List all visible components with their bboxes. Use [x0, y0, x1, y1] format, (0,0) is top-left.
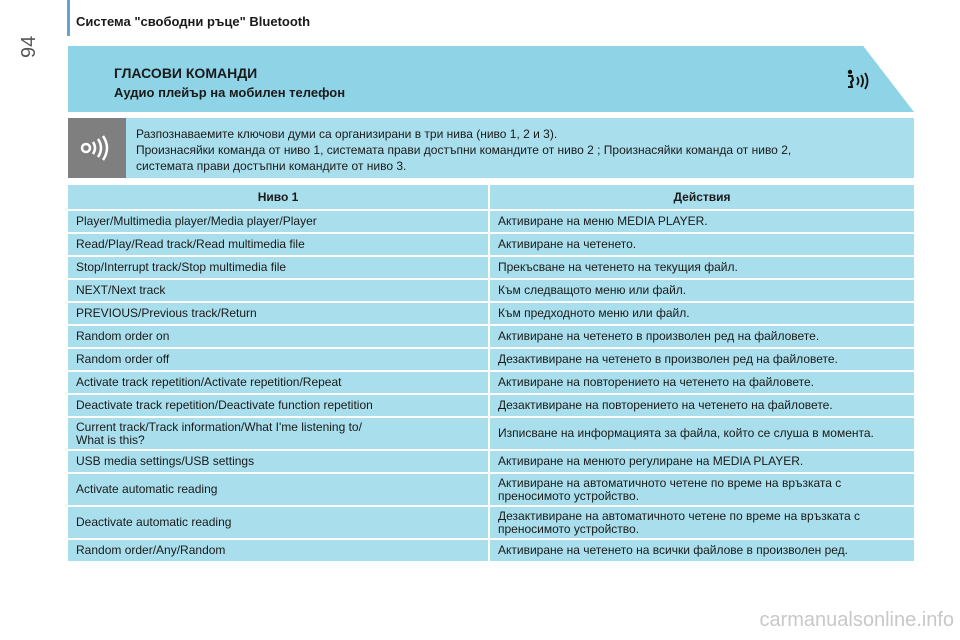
table-row: [68, 474, 914, 505]
level-command-cell: Random order off: [68, 349, 490, 370]
speaker-waves-icon: [80, 135, 114, 161]
table-row: [68, 372, 914, 393]
table-row: [68, 540, 914, 561]
info-line: Разпознаваемите ключови думи са организирани в три нива (ниво 1, 2 и 3).: [136, 127, 558, 141]
action-cell: Дезактивиране на четенето в произволен ред на файловете.: [490, 349, 914, 370]
level-command-cell: PREVIOUS/Previous track/Return: [68, 303, 490, 324]
table-row: [68, 349, 914, 370]
action-cell: Дезактивиране на автоматичното четене по време на връзката с преносимото устройство.: [490, 507, 914, 538]
accent-bar: [67, 0, 70, 36]
table-header-row: [68, 185, 914, 209]
level-command-cell: Deactivate track repetition/Deactivate function repetition: [68, 395, 490, 416]
table-row: [68, 451, 914, 472]
level-command-cell: NEXT/Next track: [68, 280, 490, 301]
info-line: Произнасяйки команда от ниво 1, системата прави достъпни командите от ниво 2 ; Произнасяйки команда от ниво 2,: [136, 143, 792, 157]
info-icon-box: [68, 118, 126, 178]
level-command-cell: Player/Multimedia player/Media player/Player: [68, 211, 490, 232]
action-cell: Активиране на четенето на всички файлове в произволен ред.: [490, 540, 914, 561]
level-command-cell: Random order on: [68, 326, 490, 347]
column-header-actions: Действия: [490, 185, 914, 209]
action-cell: Към следващото меню или файл.: [490, 280, 914, 301]
column-header-level: Ниво 1: [68, 185, 490, 209]
level-command-cell: Activate automatic reading: [68, 474, 490, 505]
level-command-cell: Deactivate automatic reading: [68, 507, 490, 538]
level-command-cell: Stop/Interrupt track/Stop multimedia file: [68, 257, 490, 278]
table-row: [68, 280, 914, 301]
table-row: [68, 257, 914, 278]
table-row: [68, 326, 914, 347]
action-cell: Активиране на четенето в произволен ред на файловете.: [490, 326, 914, 347]
action-cell: Към предходното меню или файл.: [490, 303, 914, 324]
table-body: [68, 211, 914, 561]
level-command-cell: Random order/Any/Random: [68, 540, 490, 561]
level-command-cell: Current track/Track information/What I'me listening to/ What is this?: [68, 418, 490, 449]
info-text: [136, 126, 906, 174]
level-command-cell: Activate track repetition/Activate repetition/Repeat: [68, 372, 490, 393]
level-command-cell: Read/Play/Read track/Read multimedia file: [68, 234, 490, 255]
action-cell: Изписване на информацията за файла, който се слуша в момента.: [490, 418, 914, 449]
table-row: [68, 507, 914, 538]
section-title: Система "свободни ръце" Bluetooth: [76, 14, 311, 29]
table-row: [68, 211, 914, 232]
table-row: [68, 303, 914, 324]
table-row: [68, 234, 914, 255]
action-cell: Прекъсване на четенето на текущия файл.: [490, 257, 914, 278]
header-subtitle: Аудио плейър на мобилен телефон: [114, 85, 346, 100]
header-title: ГЛАСОВИ КОМАНДИ: [114, 65, 258, 81]
action-cell: Активиране на автоматичното четене по време на връзката с преносимото устройство.: [490, 474, 914, 505]
info-line: системата прави достъпни командите от ниво 3.: [136, 159, 407, 173]
action-cell: Активиране на меню MEDIA PLAYER.: [490, 211, 914, 232]
voice-command-icon: [842, 68, 870, 94]
page-number: 94: [18, 35, 40, 58]
level-command-cell: USB media settings/USB settings: [68, 451, 490, 472]
action-cell: Активиране на четенето.: [490, 234, 914, 255]
action-cell: Дезактивиране на повторението на четенето на файловете.: [490, 395, 914, 416]
action-cell: Активиране на менюто регулиране на MEDIA PLAYER.: [490, 451, 914, 472]
table-row: [68, 395, 914, 416]
action-cell: Активиране на повторението на четенето на файловете.: [490, 372, 914, 393]
voice-command-table: [68, 183, 914, 563]
watermark: carmanualsonline.info: [759, 609, 954, 631]
table-row: [68, 418, 914, 449]
